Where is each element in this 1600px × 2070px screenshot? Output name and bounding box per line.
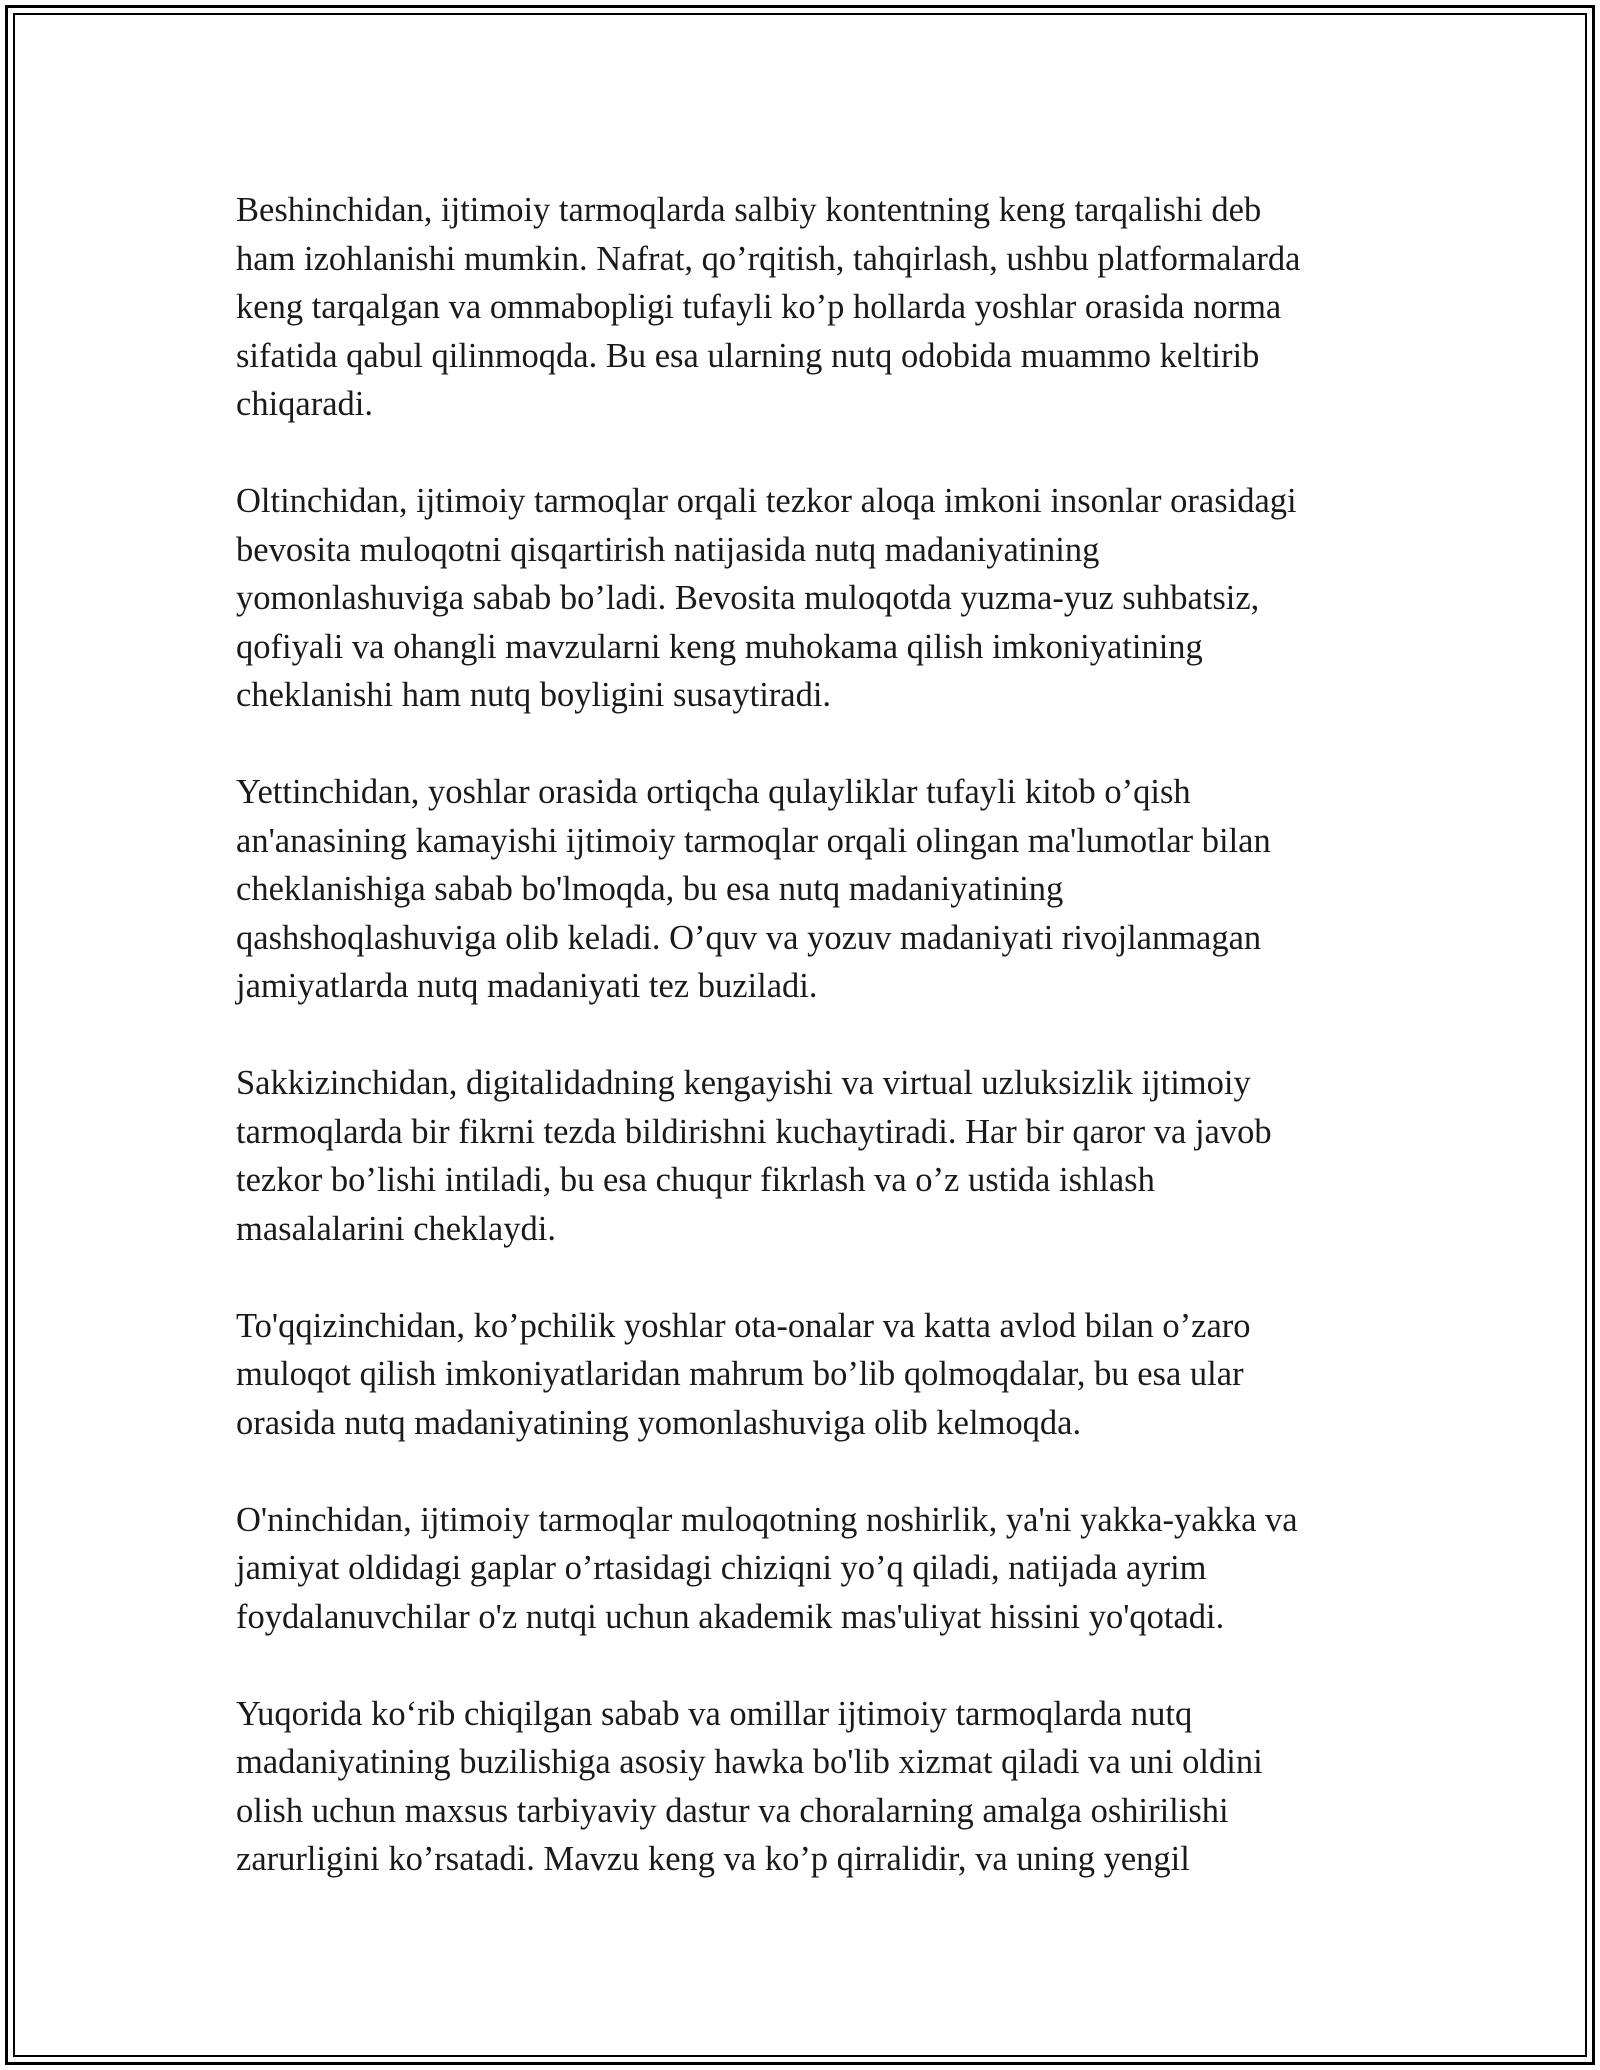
paragraph-conclusion — [236, 1690, 1386, 1884]
paragraph-eighth-reason — [236, 1059, 1386, 1253]
text-line: bevosita muloqotni qisqartirish natijasida nutq madaniyatining — [236, 530, 1100, 569]
paragraph-sixth-reason — [236, 477, 1386, 720]
text-line: ham izohlanishi mumkin. Nafrat, qo’rqitish, tahqirlash, ushbu platformalarda — [236, 239, 1301, 278]
text-line: Yettinchidan, yoshlar orasida ortiqcha qulayliklar tufayli kitob o’qish — [236, 773, 1191, 811]
text-line: olish uchun maxsus tarbiyaviy dastur va choralarning amalga oshirilishi — [236, 1791, 1229, 1830]
paragraph-fifth-reason — [236, 186, 1386, 429]
text-line: jamiyat oldidagi gaplar o’rtasidagi chiziqni yo’q qiladi, natijada ayrim — [236, 1549, 1207, 1587]
text-line: zarurligini ko’rsatadi. Mavzu keng va ko’p qirralidir, va uning yengil — [236, 1840, 1190, 1878]
paragraph-tenth-reason — [236, 1496, 1386, 1642]
document-body — [236, 186, 1386, 1932]
text-line: sifatida qabul qilinmoqda. Bu esa ularning nutq odobida muammo keltirib — [236, 336, 1260, 375]
paragraph-seventh-reason — [236, 768, 1386, 1011]
text-line: jamiyatlarda nutq madaniyati tez buziladi. — [236, 967, 818, 1005]
text-line: qofiyali va ohangli mavzularni keng muhokama qilish imkoniyatining — [236, 627, 1203, 666]
text-line: an'anasining kamayishi ijtimoiy tarmoqlar orqali olingan ma'lumotlar bilan — [236, 821, 1271, 860]
text-line: madaniyatining buzilishiga asosiy hawka bo'lib xizmat qiladi va uni oldini — [236, 1743, 1263, 1781]
text-line: To'qqizinchidan, ko’pchilik yoshlar ota-onalar va katta avlod bilan o’zaro — [236, 1306, 1251, 1345]
text-line: cheklanishiga sabab bo'lmoqda, bu esa nutq madaniyatining — [236, 870, 1064, 908]
text-line: Yuqorida ko‘rib chiqilgan sabab va omillar ijtimoiy tarmoqlarda nutq — [236, 1694, 1193, 1733]
text-line: Oltinchidan, ijtimoiy tarmoqlar orqali tezkor aloqa imkoni insonlar orasidagi — [236, 482, 1297, 520]
text-line: muloqot qilish imkoniyatlaridan mahrum bo’lib qolmoqdalar, bu esa ular — [236, 1355, 1244, 1393]
text-line: qashshoqlashuviga olib keladi. O’quv va yozuv madaniyati rivojlanmagan — [236, 918, 1262, 957]
text-line: tarmoqlarda bir fikrni tezda bildirishni kuchaytiradi. Har bir qaror va javob — [236, 1112, 1272, 1151]
text-line: Sakkizinchidan, digitalidadning kengayishi va virtual uzluksizlik ijtimoiy — [236, 1064, 1251, 1102]
paragraph-ninth-reason — [236, 1302, 1386, 1448]
text-line: orasida nutq madaniyatining yomonlashuviga olib kelmoqda. — [236, 1403, 1082, 1442]
text-line: Beshinchidan, ijtimoiy tarmoqlarda salbiy kontentning keng tarqalishi deb — [236, 191, 1262, 229]
text-line: foydalanuvchilar o'z nutqi uchun akademik mas'uliyat hissini yo'qotadi. — [236, 1597, 1225, 1636]
text-line: masalalarini cheklaydi. — [236, 1209, 556, 1248]
text-line: keng tarqalgan va ommabopligi tufayli ko’p hollarda yoshlar orasida norma — [236, 288, 1282, 326]
text-line: O'ninchidan, ijtimoiy tarmoqlar muloqotning noshirlik, ya'ni yakka-yakka va — [236, 1500, 1298, 1539]
text-line: cheklanishi ham nutq boyligini susaytiradi. — [236, 676, 832, 714]
text-line: yomonlashuviga sabab bo’ladi. Bevosita muloqotda yuzma-yuz suhbatsiz, — [236, 579, 1260, 617]
text-line: chiqaradi. — [236, 385, 373, 423]
text-line: tezkor bo’lishi intiladi, bu esa chuqur fikrlash va o’z ustida ishlash — [236, 1161, 1155, 1199]
